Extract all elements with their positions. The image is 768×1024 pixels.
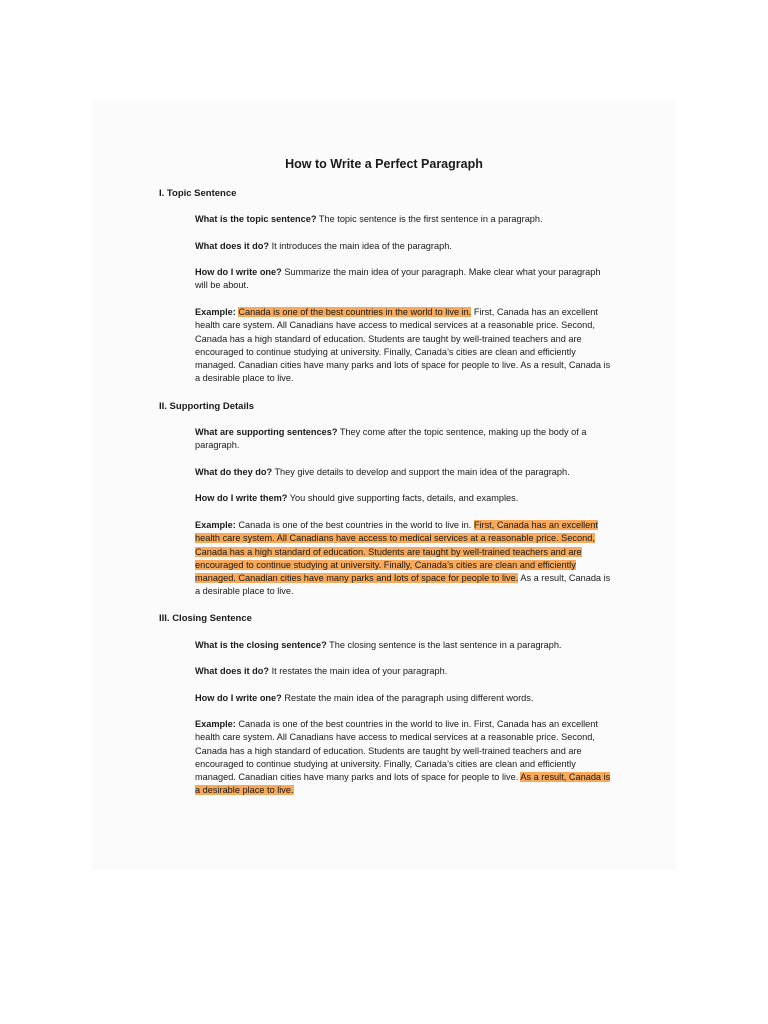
qa-closing-what xyxy=(195,639,613,652)
qa-closing-how xyxy=(195,692,613,705)
example-label: Example: xyxy=(195,520,236,530)
question: What is the closing sentence? xyxy=(195,640,327,650)
example-topic-sentence xyxy=(195,306,613,386)
question: What is the topic sentence? xyxy=(195,214,317,224)
question: What does it do? xyxy=(195,241,270,251)
qa-topic-sentence-what xyxy=(195,213,613,226)
answer: They give details to develop and support the main idea of the paragraph. xyxy=(272,467,570,477)
example-text-after: As a result, Canada is a desirable place to live. xyxy=(195,573,611,597)
example-label: Example: xyxy=(195,307,236,317)
qa-supporting-what xyxy=(195,426,613,453)
document-title: How to Write a Perfect Paragraph xyxy=(285,157,483,171)
answer: It introduces the main idea of the paragraph. xyxy=(269,241,452,251)
qa-supporting-how xyxy=(195,492,613,505)
question: What do they do? xyxy=(195,467,273,477)
example-label: Example: xyxy=(195,719,236,729)
question: How do I write them? xyxy=(195,493,288,503)
example-closing-sentence xyxy=(195,718,613,798)
example-text-before: Canada is one of the best countries in the world to live in. xyxy=(235,520,474,530)
question: What are supporting sentences? xyxy=(195,427,338,437)
answer: You should give supporting facts, details, and examples. xyxy=(287,493,519,503)
highlighted-supporting-details: First, Canada has an excellent health care system. All Canadians have access to medical services at a reasonable price. Second, Canada has a high standard of education. Students are taught by well-trained teachers and are encouraged to continue studying at university. Finally, Canada’s cities are clean and efficiently managed. Canadian cities have many parks and lots of space for people to live. xyxy=(195,520,598,584)
section-heading-topic-sentence: I. Topic Sentence xyxy=(159,188,237,199)
example-supporting-details xyxy=(195,519,613,599)
highlighted-topic-sentence: Canada is one of the best countries in the world to live in. xyxy=(238,307,472,317)
qa-topic-sentence-how xyxy=(195,266,613,293)
question: How do I write one? xyxy=(195,693,282,703)
section-heading-closing-sentence: III. Closing Sentence xyxy=(159,613,252,624)
qa-closing-does xyxy=(195,665,613,678)
question: How do I write one? xyxy=(195,267,282,277)
answer: The closing sentence is the last sentence in a paragraph. xyxy=(326,640,562,650)
qa-topic-sentence-does xyxy=(195,240,613,253)
example-text-after: First, Canada has an excellent health care system. All Canadians have access to medical services at a reasonable price. Second, Canada has a high standard of education. Students are taught by well-trained teachers and are encouraged to continue studying at university. Finally, Canada’s cities are clean and efficiently managed. Canadian cities have many parks and lots of space for people to live. As a result, Canada is a desirable place to live. xyxy=(195,307,611,384)
section-heading-supporting-details: II. Supporting Details xyxy=(159,401,255,412)
qa-supporting-do xyxy=(195,466,613,479)
question: What does it do? xyxy=(195,666,270,676)
answer: They come after the topic sentence, making up the body of a paragraph. xyxy=(195,427,587,451)
example-text-before: Canada is one of the best countries in the world to live in. First, Canada has an excellent health care system. All Canadians have access to medical services at a reasonable price. Second, Canada has a high standard of education. Students are taught by well-trained teachers and are encouraged to continue studying at university. Finally, Canada’s cities are clean and efficiently managed. Canadian cities have many parks and lots of space for people to live. xyxy=(195,719,598,783)
highlighted-closing-sentence: As a result, Canada is a desirable place to live. xyxy=(195,772,611,796)
answer: It restates the main idea of your paragraph. xyxy=(269,666,448,676)
answer: The topic sentence is the first sentence in a paragraph. xyxy=(316,214,543,224)
answer: Summarize the main idea of your paragraph. Make clear what your paragraph will be about. xyxy=(195,267,601,291)
answer: Restate the main idea of the paragraph using different words. xyxy=(281,693,534,703)
